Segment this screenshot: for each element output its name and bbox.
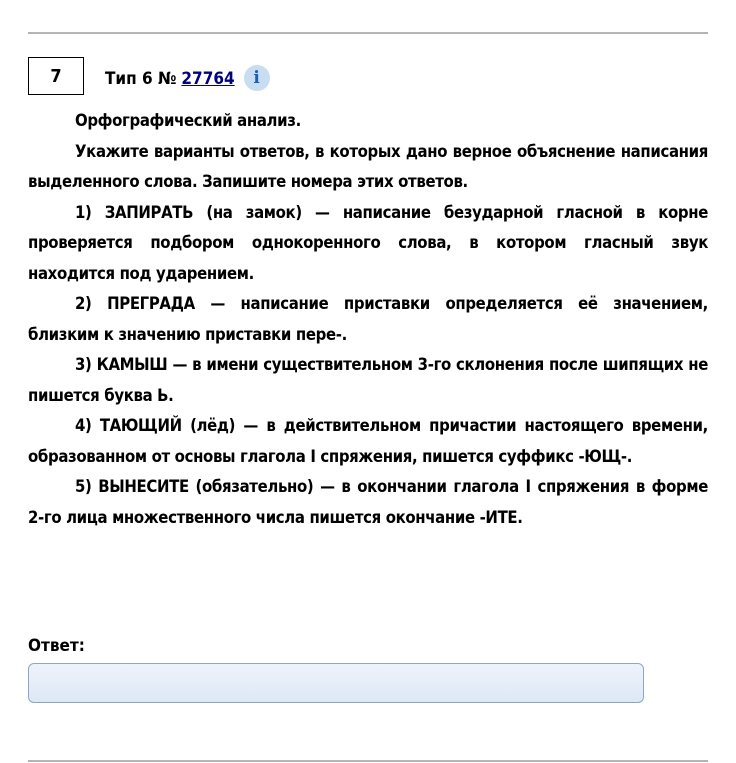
task-heading: Орфографический анализ.: [75, 111, 301, 130]
task-type-line: [105, 67, 270, 91]
answer-option-2: 2) ПРЕГРАДА — написание приставки определяется её значением, близким к значению приставки пере-.: [28, 294, 708, 344]
top-divider: [28, 32, 708, 34]
answer-input[interactable]: [28, 663, 644, 703]
answer-option-5: 5) ВЫНЕСИТЕ (обязательно) — в окончании глагола I спряжения в форме 2-го лица множественного числа пишется окончание -ИТЕ.: [28, 477, 708, 527]
answer-option-3: 3) КАМЫШ — в имени существительном 3-го склонения после шипящих не пишется буква Ь.: [28, 355, 708, 405]
task-id-link[interactable]: 27764: [181, 69, 235, 89]
task-text: [28, 106, 708, 533]
answer-option-1: 1) ЗАПИРАТЬ (на замок) — написание безударной гласной в корне проверяется подбором однокоренного слова, в котором гласный звук находится под ударением.: [28, 202, 708, 283]
task-number-box: [28, 57, 84, 95]
answer-option-4: 4) ТАЮЩИЙ (лёд) — в действительном причастии настоящего времени, образованном от основы глагола I спряжения, пишется суффикс -ЮЩ-.: [28, 416, 708, 466]
answer-label: Ответ:: [28, 636, 85, 656]
task-number: 7: [50, 65, 62, 87]
info-icon[interactable]: i: [244, 65, 270, 91]
task-type-label: Тип 6 №: [105, 69, 177, 89]
task-instruction: Укажите варианты ответов, в которых дано верное объяснение написания выделенного слова. Запишите номера этих ответов.: [28, 141, 708, 191]
bottom-divider: [28, 760, 708, 762]
